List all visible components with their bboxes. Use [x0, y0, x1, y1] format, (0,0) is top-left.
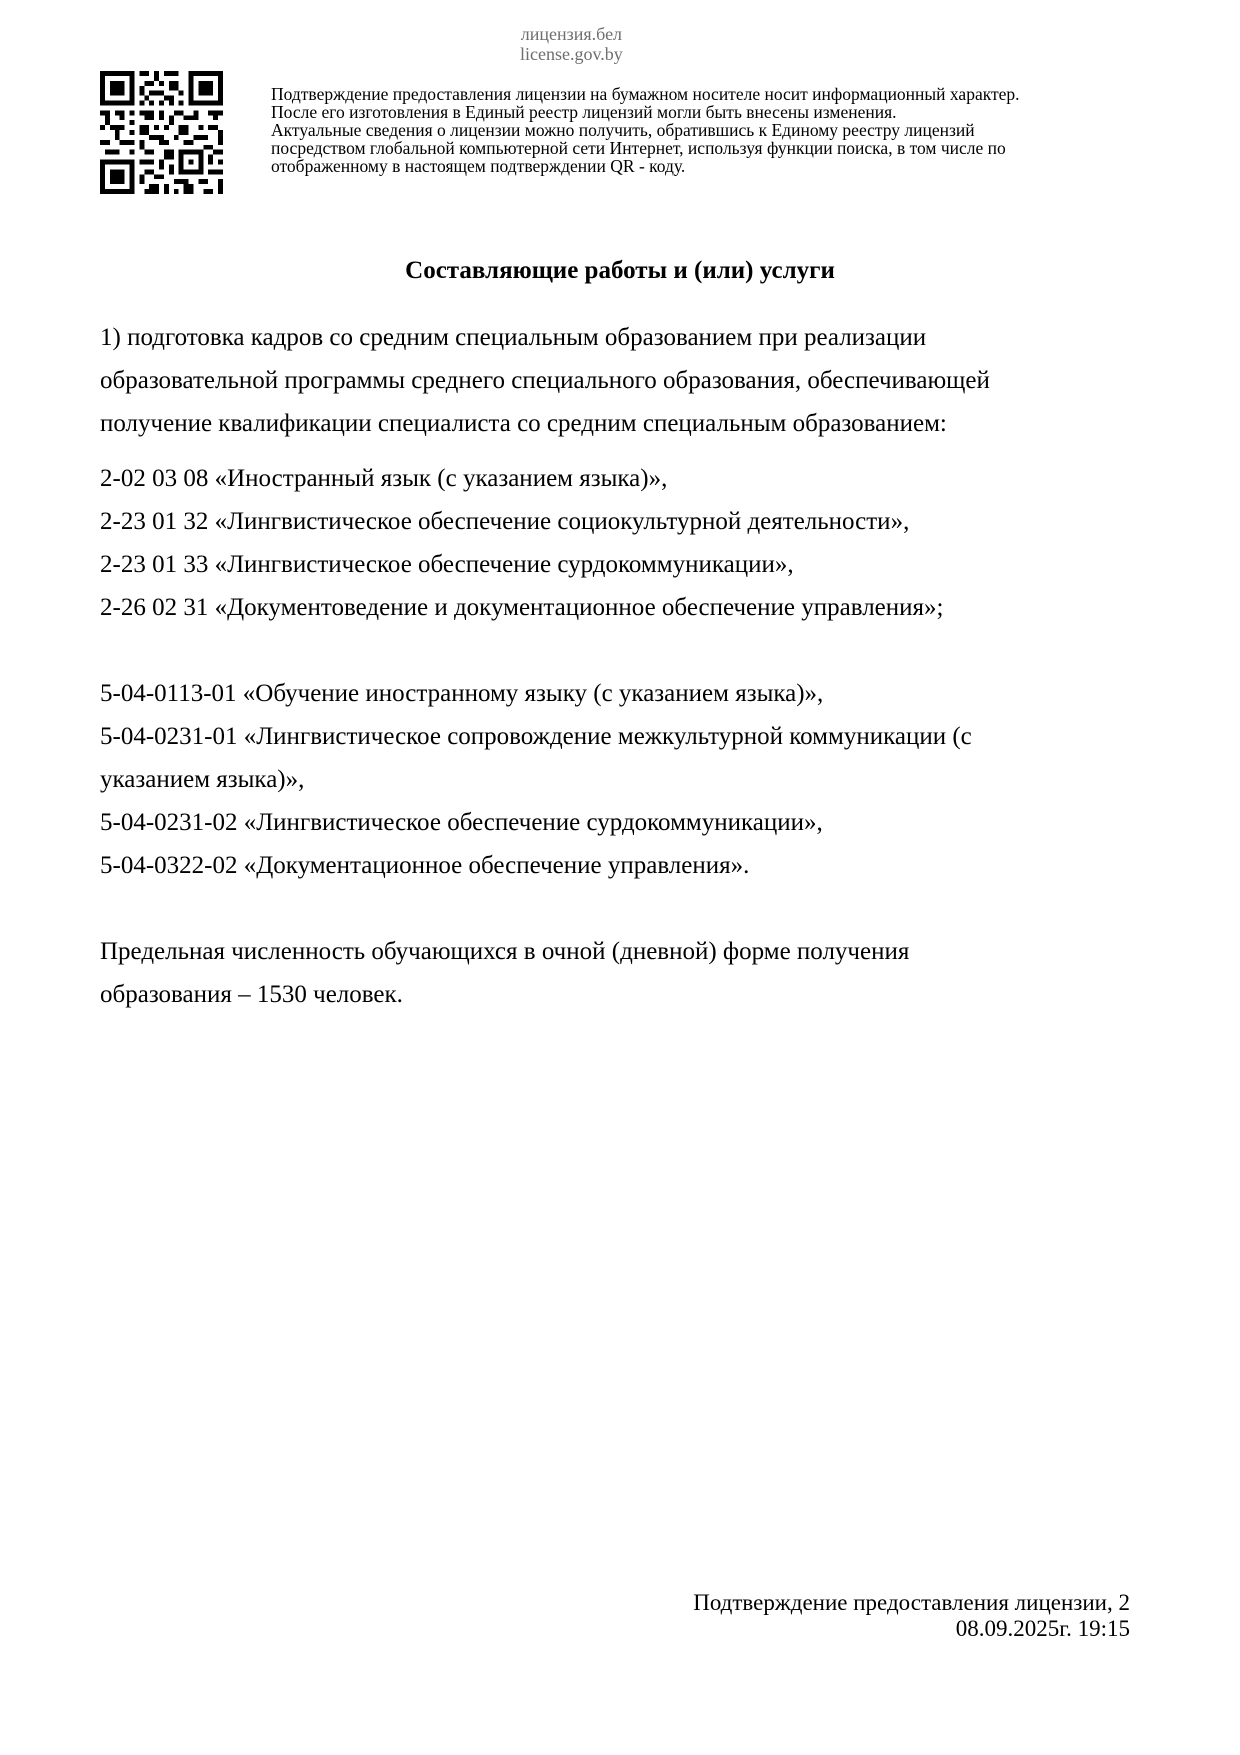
paragraph-line: 1) подготовка кадров со средним специальным образованием при реализации: [100, 324, 927, 351]
footer-document-page: Подтверждение предоставления лицензии, 2: [693, 1590, 1130, 1615]
site-name-cyrillic: лицензия.бел: [520, 24, 623, 44]
specialty-item: 5-04-0113-01 «Обучение иностранному языку (с указанием языка)»,: [100, 680, 824, 707]
page-footer: [693, 1590, 1130, 1642]
notice-line: Актуальные сведения о лицензии можно получить, обратившись к Единому реестру лицензий: [271, 120, 975, 140]
training-description: [100, 316, 1160, 445]
qr-code-icon: [100, 71, 223, 194]
site-header: [520, 24, 623, 64]
specialties-list-new: [100, 672, 1160, 887]
specialty-item: 2-26 02 31 «Документоведение и документационное обеспечение управления»;: [100, 594, 944, 621]
specialties-list-old: [100, 457, 1160, 629]
specialty-item: 5-04-0231-02 «Лингвистическое обеспечение сурдокоммуникации»,: [100, 809, 823, 836]
footer-timestamp: 08.09.2025г. 19:15: [955, 1616, 1130, 1641]
qr-code: [100, 71, 223, 194]
specialty-item: указанием языка)»,: [100, 766, 305, 793]
enrollment-limit: [100, 930, 1160, 1016]
document-content: [100, 316, 1160, 1016]
section-title: Составляющие работы и (или) услуги: [405, 257, 835, 284]
paragraph-line: образовательной программы среднего специального образования, обеспечивающей: [100, 367, 990, 394]
site-name-latin: license.gov.by: [520, 44, 623, 64]
limit-line: Предельная численность обучающихся в очной (дневной) форме получения: [100, 938, 910, 965]
specialty-item: 2-02 03 08 «Иностранный язык (с указанием языка)»,: [100, 465, 668, 492]
specialty-item: 5-04-0322-02 «Документационное обеспечение управления».: [100, 852, 750, 879]
specialty-item: 2-23 01 32 «Лингвистическое обеспечение социокультурной деятельности»,: [100, 508, 910, 535]
specialty-item: 2-23 01 33 «Лингвистическое обеспечение сурдокоммуникации»,: [100, 551, 794, 578]
limit-line: образования – 1530 человек.: [100, 981, 403, 1008]
specialty-item: 5-04-0231-01 «Лингвистическое сопровождение межкультурной коммуникации (с: [100, 723, 972, 750]
notice-line: отображенному в настоящем подтверждении QR - коду.: [271, 156, 686, 176]
notice-line: посредством глобальной компьютерной сети Интернет, используя функции поиска, в том числе по: [271, 138, 1006, 158]
paragraph-line: получение квалификации специалиста со средним специальным образованием:: [100, 410, 947, 437]
disclaimer-notice: [271, 85, 1191, 175]
notice-line: Подтверждение предоставления лицензии на бумажном носителе носит информационный характер.: [271, 84, 1020, 104]
notice-line: После его изготовления в Единый реестр лицензий могли быть внесены изменения.: [271, 102, 897, 122]
